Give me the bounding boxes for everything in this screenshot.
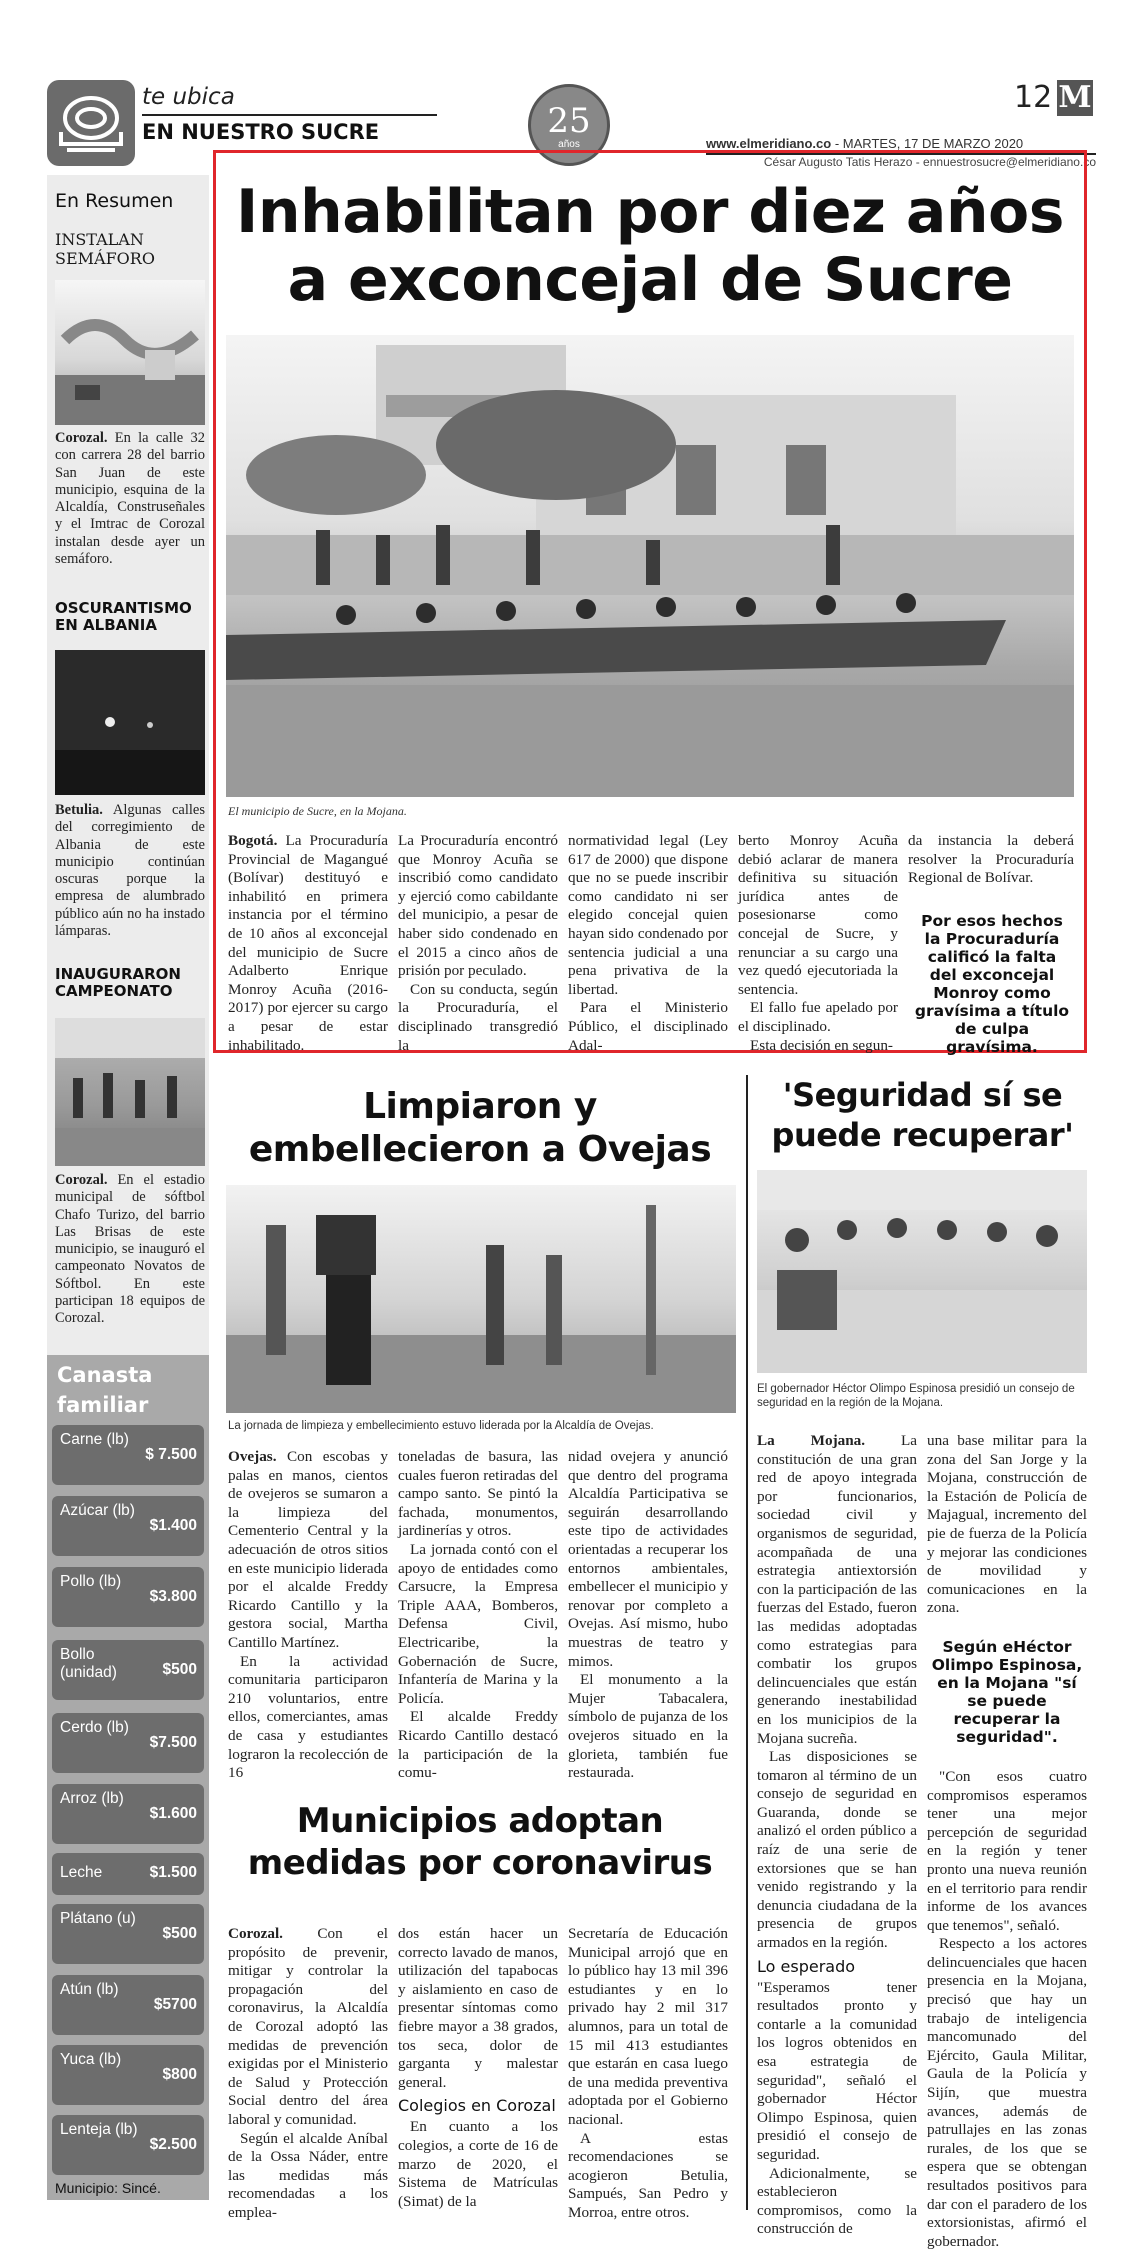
main-headline-line2: a exconcejal de Sucre	[287, 245, 1013, 315]
price-item-value: $2.500	[149, 2136, 197, 2153]
price-item-value: $5700	[153, 1996, 197, 2013]
price-item-name: Atún (lb)	[60, 1981, 119, 1998]
seguridad-photo-council	[757, 1170, 1087, 1373]
price-item	[52, 1640, 204, 1700]
corona-headline-line1: Municipios adoptan	[296, 1801, 664, 1841]
corona-col-1-p2: Según el alcalde Aníbal de la Ossa Náder, entre las medidas más recomendadas a los emplea-	[228, 2129, 388, 2221]
brief-photo-traffic-light	[55, 280, 205, 425]
section-logo	[47, 80, 135, 166]
canasta-title: Canasta familiar	[57, 1363, 153, 1417]
ovejas-headline-line1: Limpiaron y	[363, 1086, 597, 1127]
main-col-1	[228, 832, 388, 1054]
price-item-name: Yuca (lb)	[60, 2051, 122, 2068]
seguridad-headline	[755, 1075, 1090, 1155]
section-title: EN NUESTRO SUCRE	[142, 120, 380, 144]
brief-lead: Betulia.	[55, 802, 103, 818]
ovejas-col-3-p2: El monumento a la Mujer Tabacalera, símbolo de pujanza de los ovejeros situado en la glorieta, también fue restaurada.	[568, 1671, 728, 1782]
price-item-name: Bollo (unidad)	[60, 1646, 117, 1681]
main-col-3-p2: Para el Ministerio Público, el disciplinado Adal-	[568, 999, 728, 1054]
brief-lead: Corozal.	[55, 430, 108, 446]
ovejas-col-1-p1: Con escobas y palas en manos, cientos de ovejeros se sumaron a la limpieza del Cementerio Central y la adecuación de otros sitios en este municipio liderada por el alcalde Freddy Ricardo Cantillo y la gestora social, Martha Cantillo Martínez.	[228, 1448, 388, 1651]
brief-title: INSTALAN SEMÁFORO	[55, 230, 155, 268]
corona-headline	[225, 1800, 735, 1884]
seguridad-col-1	[757, 1432, 918, 2238]
corona-col-1	[228, 1925, 389, 2221]
corona-col-1-p1: Con el propósito de prevenir, mitigar y controlar la propagación del coronavirus, la Alcaldía de Corozal adoptó las medidas de prevención exigidas por el Ministerio de Salud y Protección Social dentro del área laboral y comunidad.	[228, 1925, 389, 2128]
anniversary-number: 25	[547, 101, 591, 141]
brief-title: OSCURANTISMO EN ALBANIA	[55, 599, 192, 634]
main-photo-sucre-canoe	[226, 335, 1074, 797]
brief-text	[55, 1172, 205, 1328]
ovejas-col-2-p1: toneladas de basura, las cuales fueron retiradas del campo santo. Se pintó la fachada, monumentos, jardinerías y otros.	[398, 1448, 558, 1540]
price-item-value: $1.600	[149, 1805, 197, 1822]
main-col-4-p2: El fallo fue apelado por el disciplinado.	[738, 999, 898, 1035]
main-col-4	[738, 832, 898, 1054]
canasta-footer: Municipio: Sincé.	[55, 2180, 161, 2196]
price-item-value: $3.800	[149, 1588, 197, 1605]
byline: César Augusto Tatis Herazo - ennuestrosucre@elmeridiano.co	[763, 155, 1096, 169]
ovejas-col-2	[398, 1448, 558, 1782]
price-item-name: Leche	[60, 1864, 103, 1881]
ovejas-col-2-p3: El alcalde Freddy Ricardo Cantillo destacó la participación de la comu-	[398, 1708, 558, 1782]
corona-col-2	[398, 1925, 558, 2210]
main-headline-line1: Inhabilitan por diez años	[236, 177, 1064, 247]
brief-title: INAUGURARON CAMPEONATO	[55, 965, 181, 1000]
main-photo-caption: El municipio de Sucre, en la Mojana.	[228, 804, 407, 818]
price-item-name: Azúcar (lb)	[60, 1502, 135, 1519]
corona-col-3-p1: Secretaría de Educación Municipal arrojó que en lo público hay 13 mil 396 estudiantes y en lo privado hay 2 mil 317 alumnos, para un total de 15 mil 413 estudiantes que estarán en casa luego de una medida preventiva adoptada por el Gobierno nacional.	[568, 1925, 728, 2128]
price-item-name: Lenteja (lb)	[60, 2121, 138, 2138]
ovejas-col-3-p1: nidad ovejera y anunció que dentro del programa Alcaldía Participativa se seguirán desarrollando este tipo de actividades orientadas a recuperar los entornos ambientales, embellecer el municipio y renovar por completo a Ovejas. Así mismo, hubo muestras de teatro y mimos.	[568, 1448, 728, 1670]
main-col-1-text: La Procuraduría Provincial de Magangué (Bolívar) destituyó e inhabilitó en primera instancia por el término de 10 años al exconcejal del municipio de Sucre Adalberto Enrique Monroy Acuña (2016-2017) por ejercer su cargo a pesar de estar inhabilitado.	[228, 832, 388, 1054]
price-item-name: Plátano (u)	[60, 1910, 136, 1927]
price-item	[52, 2045, 204, 2105]
main-col-3	[568, 832, 728, 1054]
seguridad-col-1-p1: La constitución de una gran red de apoyo integrada por funcionarios, sociedad civil y organismos de seguridad, acompañada de una estrategia antiextorsión con la participación de las fuerzas del Estado, fueron las medidas adoptadas como estrategias para combatir los grupos delincuenciales que están generando inestabilidad en los municipios de la Mojana sucreña.	[757, 1432, 918, 1747]
main-col-4-p3: Esta decisión en segun-	[750, 1036, 893, 1054]
corona-col-3-p2: A estas recomendaciones se acogieron Betulia, Sampués, San Pedro y Morroa, entre otros.	[568, 2129, 728, 2221]
main-pull-quote: Por esos hechos la Procuraduría calificó la falta del exconcejal Monroy como gravísima a título de culpa gravísima.	[914, 912, 1070, 1056]
price-item	[52, 1496, 204, 1556]
price-item	[52, 2115, 204, 2175]
brief-body: En el estadio municipal de sóftbol Chafo Turizo, del barrio Las Brisas de este municipio, se inauguró el campeonato Novatos de Sóftbol. En este participan 18 equipos de Corozal.	[55, 1172, 205, 1327]
ovejas-lead: Ovejas.	[228, 1448, 277, 1465]
ovejas-headline-line2: embellecieron a Ovejas	[248, 1129, 712, 1170]
brief-text	[55, 802, 205, 940]
corona-col-2-p2: En cuanto a los colegios, a corte de 16 de marzo de 2020, el Sistema de Matrículas (Simat) de la	[398, 2118, 558, 2210]
brief-lead: Corozal.	[55, 1172, 108, 1188]
section-kicker: te ubica	[142, 84, 235, 110]
seguridad-pull-quote: Según eHéctor Olimpo Espinosa, en la Mojana "sí se puede recuperar la seguridad".	[931, 1637, 1083, 1746]
price-item	[52, 1853, 204, 1895]
price-item-name: Pollo (lb)	[60, 1573, 122, 1590]
main-col-5	[908, 832, 1074, 892]
ovejas-col-1-p2: En la actividad comunitaria participaron 210 voluntarios, entre ellos, comerciantes, amas de casa y estudiantes lograron la recolección de 16	[228, 1652, 388, 1782]
brand-logo: M	[1058, 80, 1092, 115]
issue-date: - MARTES, 17 DE MARZO 2020	[834, 136, 1024, 151]
price-item	[52, 1784, 204, 1844]
ovejas-headline	[225, 1085, 735, 1171]
masthead-rule	[142, 114, 437, 116]
seguridad-col-1-p3: "Esperamos tener resultados pronto y contarle a la comunidad los logros obtenidos en esa estrategia de seguridad", señaló el gobernador Héctor Olimpo Espinosa, quien presidió el consejo de seguridad.	[757, 1978, 917, 2163]
corona-subhead: Colegios en Corozal	[398, 2096, 556, 2116]
main-col-3-p1: normatividad legal (Ley 617 de 2000) que dispone que no se puede inscribir como candidato ni ser elegido concejal quien hayan sido condenado por sentencia judicial a una pena privativa de la libertad.	[568, 832, 728, 998]
ovejas-photo-caption: La jornada de limpieza y embellecimiento estuvo liderada por la Alcaldía de Ovejas.	[228, 1420, 654, 1432]
main-headline	[225, 178, 1075, 314]
site-url: www.elmeridiano.co	[706, 136, 832, 151]
seguridad-col-1-p2: Las disposiciones se tomaron al término de un consejo de seguridad en Guaranda, donde se analizó el orden público a raíz de una serie de extorsiones que se han venido registrando y la denuncia ciudadana de la presencia de grupos armados en la región.	[757, 1748, 917, 1952]
price-item-value: $500	[162, 1661, 197, 1678]
seguridad-headline-line2: puede recuperar'	[771, 1116, 1074, 1154]
corona-col-2-p1: dos están hacer un correcto lavado de manos, utilización del tapabocas y aislamiento en caso de presentar síntomas como fiebre mayor a 38 grados, tos seca, dolor de garganta y malestar general.	[398, 1925, 558, 2091]
seguridad-col-2	[927, 1432, 1087, 2250]
ovejas-col-3	[568, 1448, 728, 1782]
ovejas-col-2-p2: La jornada contó con el apoyo de entidades como Carsucre, la Empresa Triple AAA, Bomberos, Defensa Civil, Electricaribe, la Gobernación de Sucre, Infantería de Marina y la Policía.	[398, 1540, 558, 1707]
page-number: 12	[1014, 80, 1053, 115]
ovejas-col-1	[228, 1448, 388, 1782]
price-item	[52, 1713, 204, 1773]
main-col-2	[398, 832, 558, 1054]
sidebar-header: En Resumen	[55, 190, 174, 212]
seguridad-lead: La Mojana.	[757, 1432, 866, 1449]
price-item-value: $1.400	[149, 1517, 197, 1534]
seguridad-photo-caption: El gobernador Héctor Olimpo Espinosa presidió un consejo de seguridad en la región de la Mojana.	[757, 1383, 1075, 1409]
corona-headline-line2: medidas por coronavirus	[247, 1843, 713, 1883]
main-lead: Bogotá.	[228, 832, 278, 849]
main-col-4-p1: berto Monroy Acuña debió aclarar de manera definitiva su situación jurídica antes de posesionarse como concejal de Sucre, y renunciar a su cargo una vez quedó ejecutoriada la sentencia.	[738, 832, 898, 998]
anniversary-label: años	[558, 139, 580, 150]
column-divider	[746, 1075, 748, 2210]
ovejas-photo-cleanup	[226, 1185, 736, 1413]
seguridad-col-1-p4: Adicionalmente, se establecieron compromisos, como la construcción de	[757, 2164, 917, 2238]
seguridad-headline-line1: 'Seguridad sí se	[782, 1076, 1063, 1114]
brief-body: Algunas calles del corregimiento de Albania de este municipio continúan oscuras porque la empresa de alumbrado público aún no ha instado lámparas.	[55, 802, 205, 940]
price-item	[52, 1975, 204, 2035]
price-item-value: $ 7.500	[145, 1446, 197, 1463]
corona-lead: Corozal.	[228, 1925, 283, 1942]
price-item-value: $500	[162, 1925, 197, 1942]
price-item-value: $1.500	[149, 1864, 197, 1881]
price-item	[52, 1904, 204, 1964]
seguridad-col-2-p3: Respecto a los actores delincuenciales que hacen presencia en la Mojana, precisó que hay un trabajo de inteligencia mancomunado del Ejército, Gaula Militar, Gaula de la Policía y Sijín, que muestra avances, además de patrullajes en las zonas rurales, de los que se espera que se obtengan resultados positivos para dar con el paradero de los extorsionistas, afirmó el gobernador.	[927, 1935, 1087, 2250]
price-item	[52, 1425, 204, 1485]
url-date-line	[706, 136, 1023, 151]
main-col-5-text: da instancia la deberá resolver la Procuraduría Regional de Bolívar.	[908, 832, 1074, 887]
price-item-name: Carne (lb)	[60, 1431, 129, 1448]
brief-text	[55, 430, 205, 568]
main-col-2-p1: La Procuraduría encontró que Monroy Acuña se inscribió como candidato y ejerció como cabildante del municipio, a pesar de haber sido condenado en el 2015 a cinco años de prisión por peculado.	[398, 832, 558, 980]
price-item-name: Cerdo (lb)	[60, 1719, 129, 1736]
price-item-value: $7.500	[149, 1734, 197, 1751]
brief-photo-dark-street	[55, 650, 205, 795]
seguridad-col-2-p2: "Con esos cuatro compromisos esperamos tener una mejor percepción de seguridad en la región y tener pronto una nueva reunión en el territorio para rendir informe de los avances que tenemos", señaló.	[927, 1767, 1087, 1934]
brief-body: En la calle 32 con carrera 28 del barrio San Juan de este municipio, esquina de la Alcaldía, Construseñales y el Imtrac de Corozal instalan desde ayer un semáforo.	[55, 430, 205, 568]
seguridad-col-2-p1: una base militar para la zona del San Jorge y la Mojana, construcción de la Estación de Policía de Majagual, incremento del pie de fuerza de la Policía y mejorar las condiciones de movilidad y comunicaciones en la zona.	[927, 1432, 1087, 1617]
price-item-name: Arroz (lb)	[60, 1790, 124, 1807]
seguridad-subhead: Lo esperado	[757, 1956, 856, 1976]
corona-col-3	[568, 1925, 728, 2221]
price-item-value: $800	[162, 2066, 197, 2083]
price-item	[52, 1567, 204, 1627]
brief-photo-softball	[55, 1018, 205, 1166]
main-col-2-p2: Con su conducta, según la Procuraduría, el disciplinado transgredió la	[398, 980, 558, 1054]
location-pin-icon	[47, 80, 135, 166]
